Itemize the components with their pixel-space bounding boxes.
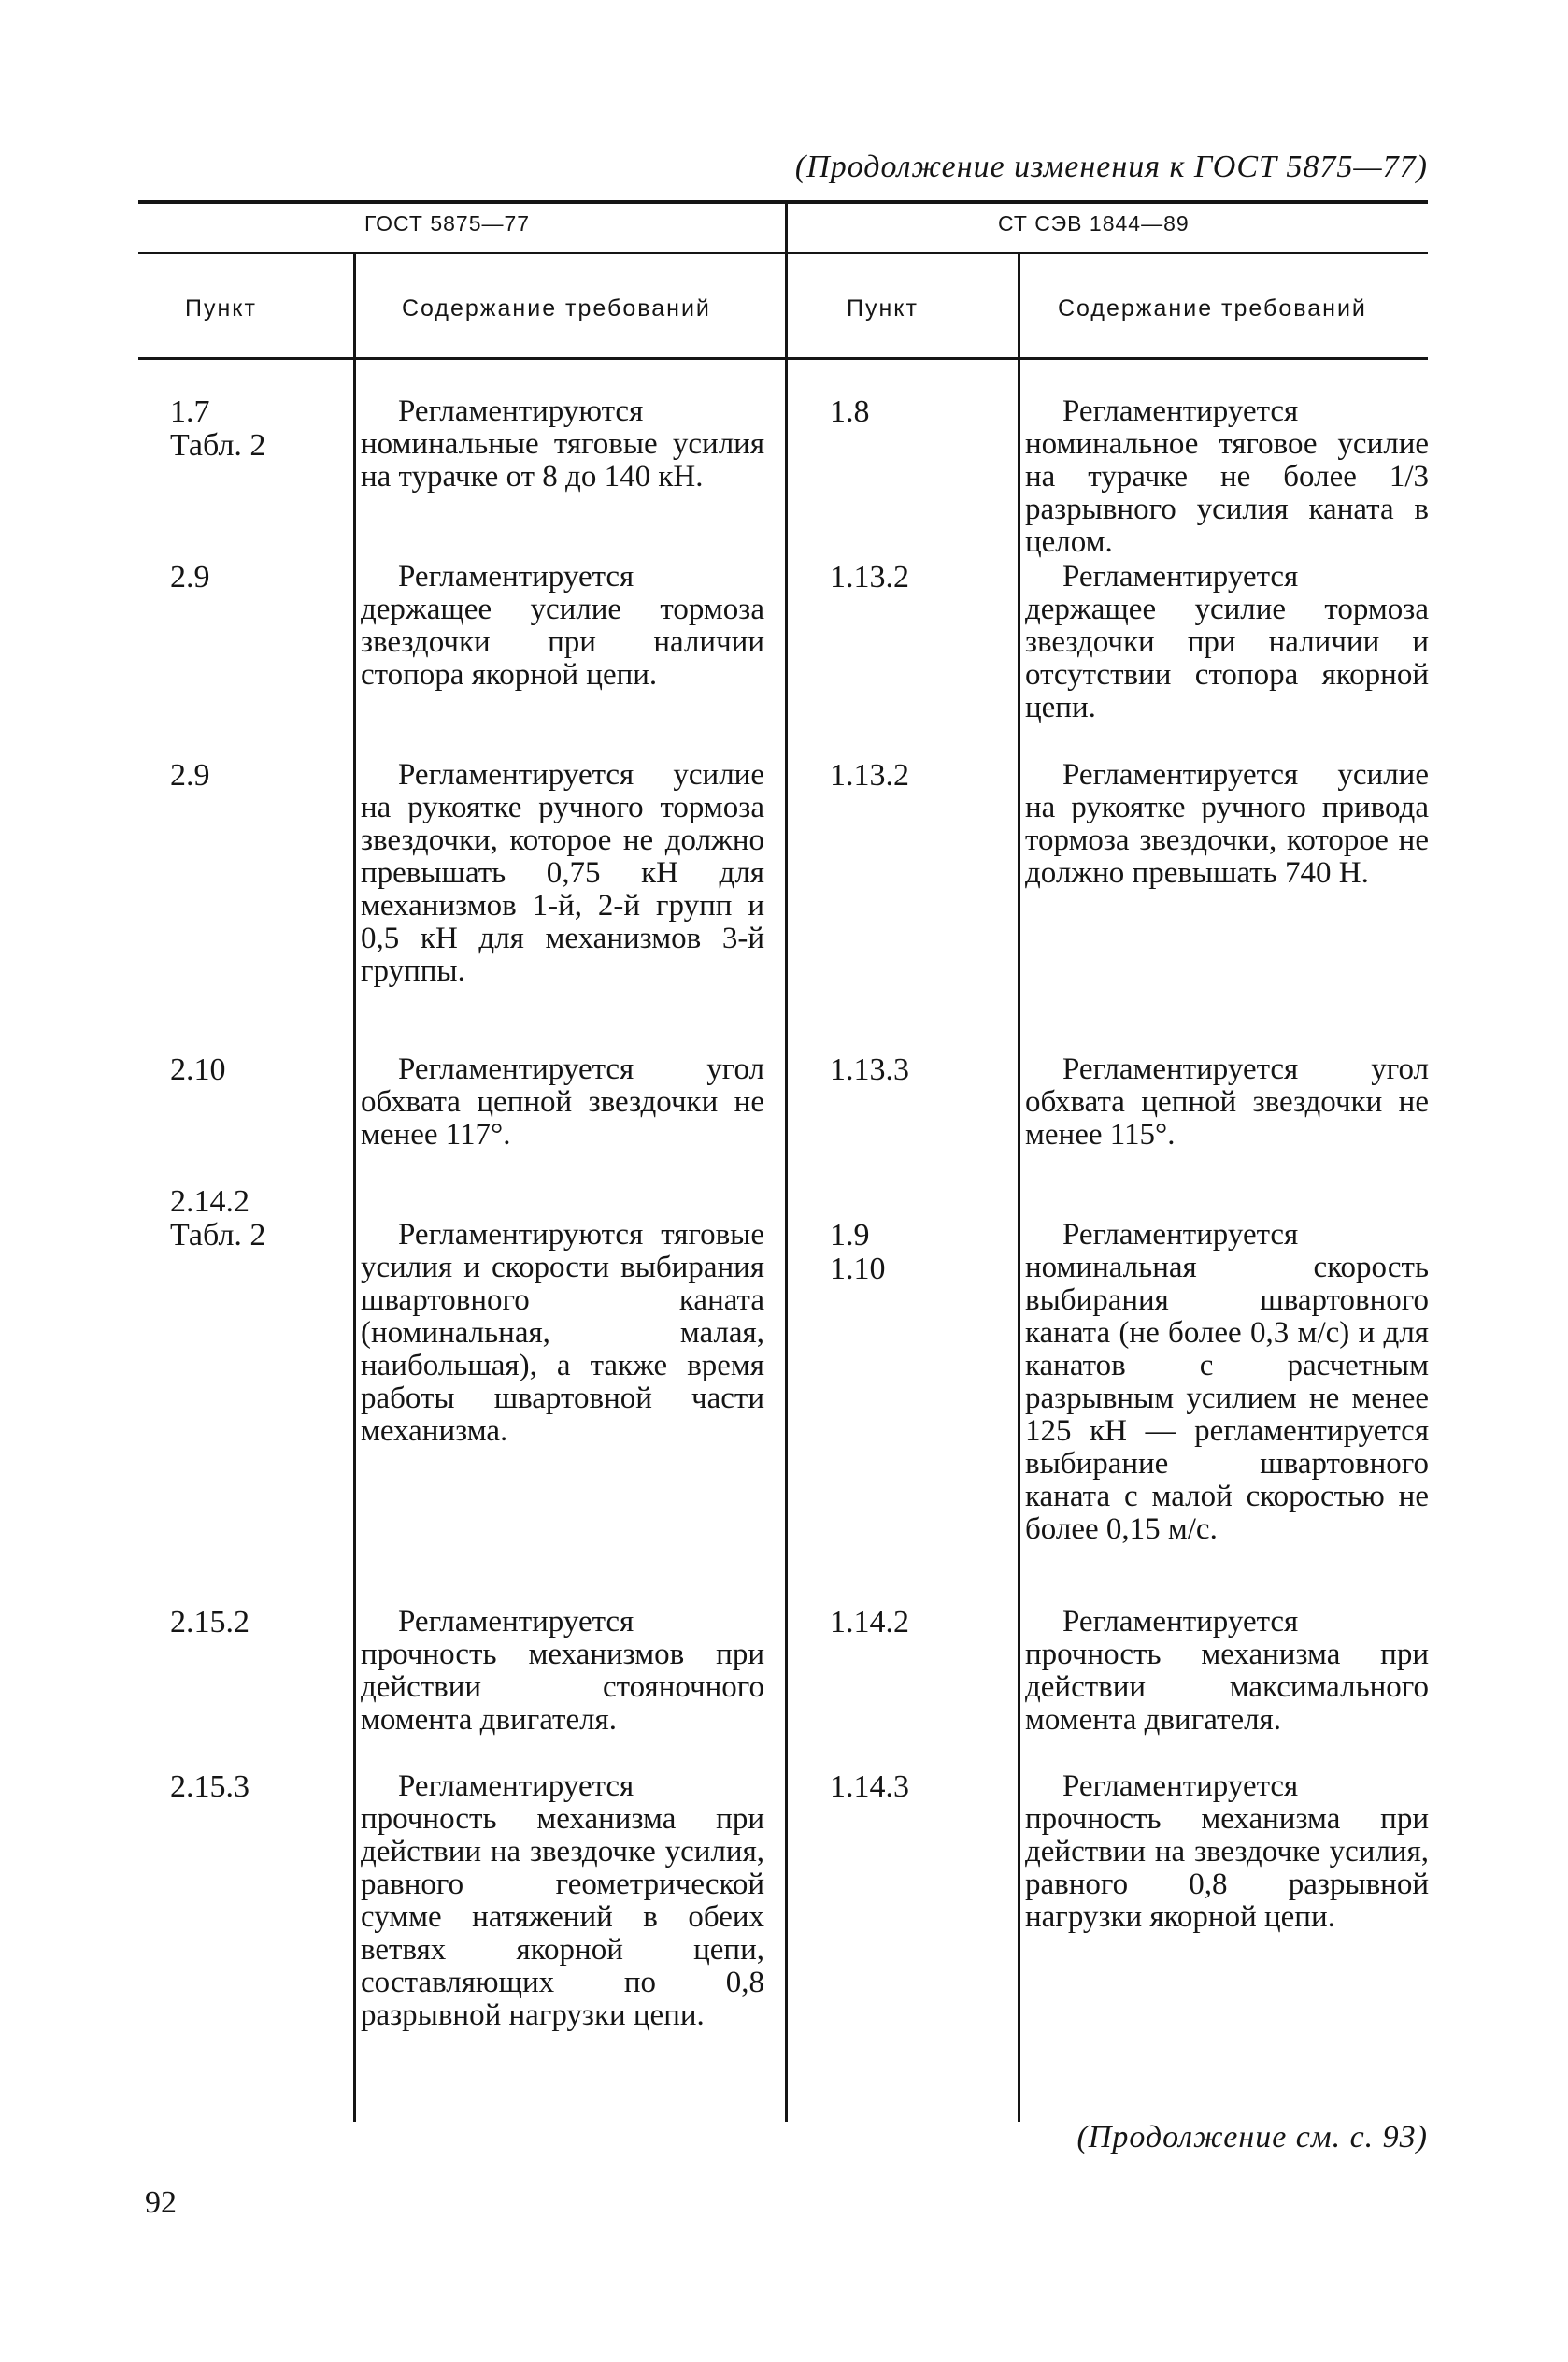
gost-requirement: Регламентируется усилие на рукоятке ручного тормоза звездочки, которое не должно превышать 0,75 кН для механизмов 1-й, 2-й групп и 0,5 кН для механизмов 3-й группы. bbox=[361, 758, 764, 988]
col-header-sev-point: Пункт bbox=[847, 295, 919, 322]
group-divider bbox=[785, 204, 788, 2122]
gost-point: 1.7 Табл. 2 bbox=[170, 394, 266, 463]
gost-point: 2.9 bbox=[170, 758, 210, 793]
sev-point: 1.13.2 bbox=[830, 560, 909, 594]
sev-point: 1.13.2 bbox=[830, 758, 909, 793]
continuation-footer: (Продолжение см. с. 93) bbox=[1076, 2120, 1428, 2154]
table-top-rule bbox=[138, 200, 1428, 204]
sev-point: 1.14.2 bbox=[830, 1605, 909, 1639]
sev-point: 1.14.3 bbox=[830, 1769, 909, 1804]
gost-requirement: Регламентируется угол обхвата цепной звездочки не менее 117°. bbox=[361, 1052, 764, 1152]
sev-requirement: Регламентируется прочность механизма при действии максимального момента двигателя. bbox=[1025, 1605, 1429, 1737]
gost-point: 2.15.3 bbox=[170, 1769, 249, 1804]
page-number: 92 bbox=[145, 2185, 177, 2220]
col-header-gost-content: Содержание требований bbox=[402, 295, 711, 322]
gost-requirement: Регламентируется держащее усилие тормоза звездочки при наличии стопора якорной цепи. bbox=[361, 560, 764, 692]
right-column-divider bbox=[1018, 254, 1020, 2122]
gost-point: 2.14.2 Табл. 2 bbox=[170, 1184, 266, 1253]
gost-point: 2.15.2 bbox=[170, 1605, 249, 1639]
col-header-gost-point: Пункт bbox=[185, 295, 257, 322]
sev-requirement: Регламентируется номинальное тяговое усилие на турачке не более 1/3 разрывного усилия каната в целом. bbox=[1025, 394, 1429, 559]
continuation-header: (Продолжение изменения к ГОСТ 5875—77) bbox=[794, 150, 1428, 184]
gost-requirement: Регламентируются номинальные тяговые усилия на турачке от 8 до 140 кН. bbox=[361, 394, 764, 494]
sev-point: 1.9 1.10 bbox=[830, 1218, 886, 1286]
group-header-rule bbox=[138, 252, 1428, 254]
gost-requirement: Регламентируется прочность механизма при действии на звездочке усилия, равного геометрической сумме натяжений в обеих ветвях якорной цепи, составляющих по 0,8 разрывной нагрузки цепи. bbox=[361, 1769, 764, 2032]
gost-point: 2.9 bbox=[170, 560, 210, 594]
sev-point: 1.8 bbox=[830, 394, 870, 429]
sev-requirement: Регламентируется номинальная скорость выбирания швартовного каната (не более 0,3 м/с) и для канатов с расчетным разрывным усилием не менее 125 кН — регламентируется выбирание швартовного каната с малой скоростью не более 0,15 м/с. bbox=[1025, 1218, 1429, 1546]
gost-point: 2.10 bbox=[170, 1052, 226, 1087]
sev-point: 1.13.3 bbox=[830, 1052, 909, 1087]
col-header-sev-content: Содержание требований bbox=[1058, 295, 1367, 322]
sev-requirement: Регламентируется прочность механизма при действии на звездочке усилия, равного 0,8 разрывной нагрузки якорной цепи. bbox=[1025, 1769, 1429, 1934]
group-header-gost: ГОСТ 5875—77 bbox=[364, 211, 531, 236]
sev-requirement: Регламентируется держащее усилие тормоза звездочки при наличии и отсутствии стопора якорной цепи. bbox=[1025, 560, 1429, 724]
sev-requirement: Регламентируется угол обхвата цепной звездочки не менее 115°. bbox=[1025, 1052, 1429, 1152]
sev-requirement: Регламентируется усилие на рукоятке ручного привода тормоза звездочки, которое не должно превышать 740 Н. bbox=[1025, 758, 1429, 890]
column-header-rule bbox=[138, 357, 1428, 360]
group-header-sev: СТ СЭВ 1844—89 bbox=[998, 211, 1190, 236]
gost-requirement: Регламентируются тяговые усилия и скорости выбирания швартовного каната (номинальная, малая, наибольшая), а также время работы швартовной части механизма. bbox=[361, 1218, 764, 1448]
gost-requirement: Регламентируется прочность механизмов при действии стояночного момента двигателя. bbox=[361, 1605, 764, 1737]
